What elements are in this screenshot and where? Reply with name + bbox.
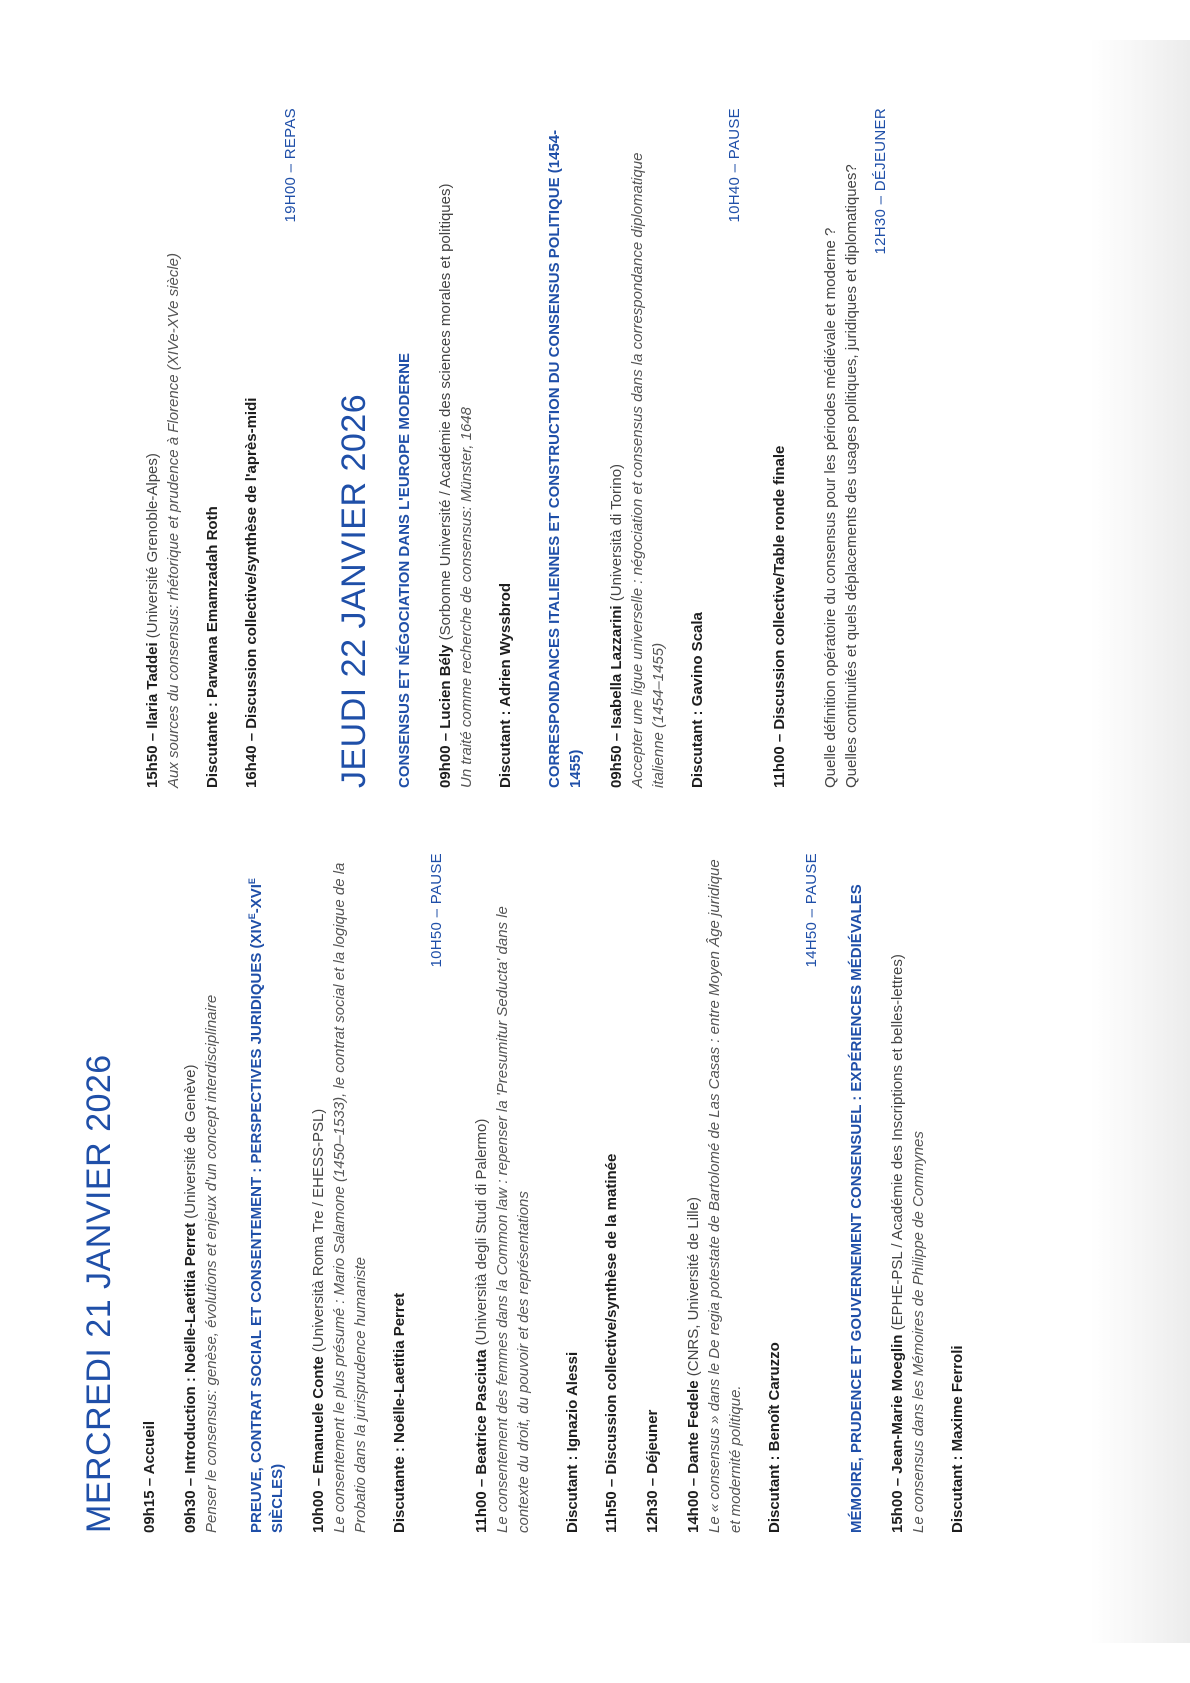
discutant: Discutante : Noëlle-Laetitia Perret xyxy=(391,1292,408,1533)
affiliation: (Università degli Studi di Palermo) xyxy=(473,1118,490,1350)
day1-column xyxy=(80,853,986,1533)
talk-title: Penser le consensus: genèse, évolutions et enjeux d'un concept interdisciplinaire xyxy=(203,994,220,1533)
pasciuta-item xyxy=(471,853,534,1533)
break-label: 19H00 – REPAS xyxy=(282,108,299,223)
speaker-name: 09h50 – Isabella Lazzarini xyxy=(608,605,625,788)
day2-title: JEUDI 22 JANVIER 2026 xyxy=(335,393,373,788)
discutant: Discutante : Parwana Emamzadah Roth xyxy=(204,506,221,788)
discutant: Discutant : Adrien Wyssbrod xyxy=(497,582,514,788)
session-heading: PREUVE, CONTRAT SOCIAL ET CONSENTEMENT : PERSPECTIVES JURIDIQUES ($XIV^E-XVI^E$ SIÈCLES) xyxy=(247,878,286,1533)
day1-title: MERCREDI 21 JANVIER 2026 xyxy=(80,1054,118,1533)
discutant: Discutant : Ignazio Alessi xyxy=(564,1351,581,1533)
speaker-name: 09h00 – Lucien Bély xyxy=(437,644,454,788)
taddei-item xyxy=(142,108,184,788)
speaker-name: 15h00 – Jean-Marie Moeglin xyxy=(889,1334,906,1533)
lazzarini-item xyxy=(606,108,669,788)
affiliation: (Sorbonne Université / Académie des sciences morales et politiques) xyxy=(437,183,454,645)
discutant: Discutant : Maxime Ferroli xyxy=(949,1345,966,1533)
break-label: 10H40 – PAUSE xyxy=(726,108,743,223)
bely-item xyxy=(435,108,477,788)
question-2: Quelles continuités et quels déplacements des usages politiques, juridiques et diplomatiques? xyxy=(843,164,860,788)
fedele-item xyxy=(683,853,746,1533)
break-label: 12H30 – DÉJEUNER xyxy=(872,108,889,255)
affiliation: (Università Roma Tre / EHESS-PSL) xyxy=(310,1108,327,1357)
talk-title: Un traité comme recherche de consensus: Münster, 1648 xyxy=(458,406,475,788)
affiliation: (EPHE-PSL / Académie des Inscriptions et belles-lettres) xyxy=(889,954,906,1335)
affiliation: (CNRS, Université de Lille) xyxy=(685,1197,702,1381)
day2-column xyxy=(80,108,915,788)
break-label: 10H50 – PAUSE xyxy=(428,853,445,968)
talk-title: Le « consensus » dans le De regia potestate de Bartolomé de Las Casas : entre Moyen Âge juridique et modernité politique. xyxy=(706,859,744,1533)
speaker-name: 11h00 – Beatrice Pasciuta xyxy=(473,1349,490,1533)
affiliation: (Université Grenoble-Alpes) xyxy=(144,453,161,643)
speaker-name: 09h30 – Introduction : Noëlle-Laetitia Perret xyxy=(182,1222,199,1533)
talk-title: Accepter une ligue universelle : négociation et consensus dans la correspondance diplomatique italienne (1454–1455) xyxy=(629,152,667,788)
discussion-item: 16h40 – Discussion collective/synthèse de l'après-midi xyxy=(243,397,260,788)
lunch-item: 12h30 – Déjeuner xyxy=(644,1409,661,1533)
moeglin-item xyxy=(887,853,929,1533)
speaker-name: 10h00 – Emanuele Conte xyxy=(310,1356,327,1533)
speaker-name: 15h50 – Ilaria Taddei xyxy=(144,642,161,788)
discussion-item: 11h50 – Discussion collective/synthèse de la matinée xyxy=(603,1153,620,1533)
conte-item xyxy=(308,853,371,1533)
talk-title: Aux sources du consensus: rhétorique et prudence à Florence (XIVe-XVe siècle) xyxy=(165,252,182,788)
session-heading: MÉMOIRE, PRUDENCE ET GOUVERNEMENT CONSENSUEL : EXPÉRIENCES MÉDIÉVALES xyxy=(848,884,865,1533)
accueil-item: 09h15 – Accueil xyxy=(141,1420,158,1533)
round-table-item: 11h00 – Discussion collective/Table ronde finale xyxy=(771,445,788,788)
intro-item xyxy=(180,853,222,1533)
session-heading: CORRESPONDANCES ITALIENNES ET CONSTRUCTION DU CONSENSUS POLITIQUE (1454-1455) xyxy=(546,129,584,788)
speaker-name: 14h00 – Dante Fedele xyxy=(685,1380,702,1533)
talk-title: Le consensus dans les Mémoires de Philippe de Commynes xyxy=(910,1131,927,1533)
affiliation: (Université de Genève) xyxy=(182,1064,199,1223)
break-label: 14H50 – PAUSE xyxy=(803,853,820,968)
affiliation: (Università di Torino) xyxy=(608,463,625,606)
talk-title: Le consentement le plus présumé : Mario Salamone (1450–1533), le contrat social et la logique de la Probatio dans la jurisprudence humaniste xyxy=(331,862,369,1533)
discutant: Discutant : Gavino Scala xyxy=(689,612,706,788)
question-1: Quelle définition opératoire du consensus pour les périodes médiévale et moderne ? xyxy=(822,227,839,788)
talk-title: Le consentement des femmes dans la Common law : repenser la 'Presumitur Seducta' dans le contexte du droit, du pouvoir et des représentations xyxy=(494,906,532,1533)
session-heading: CONSENSUS ET NÉGOCIATION DANS L'EUROPE MODERNE xyxy=(396,353,413,788)
discutant: Discutant : Benoît Caruzzo xyxy=(766,1342,783,1533)
